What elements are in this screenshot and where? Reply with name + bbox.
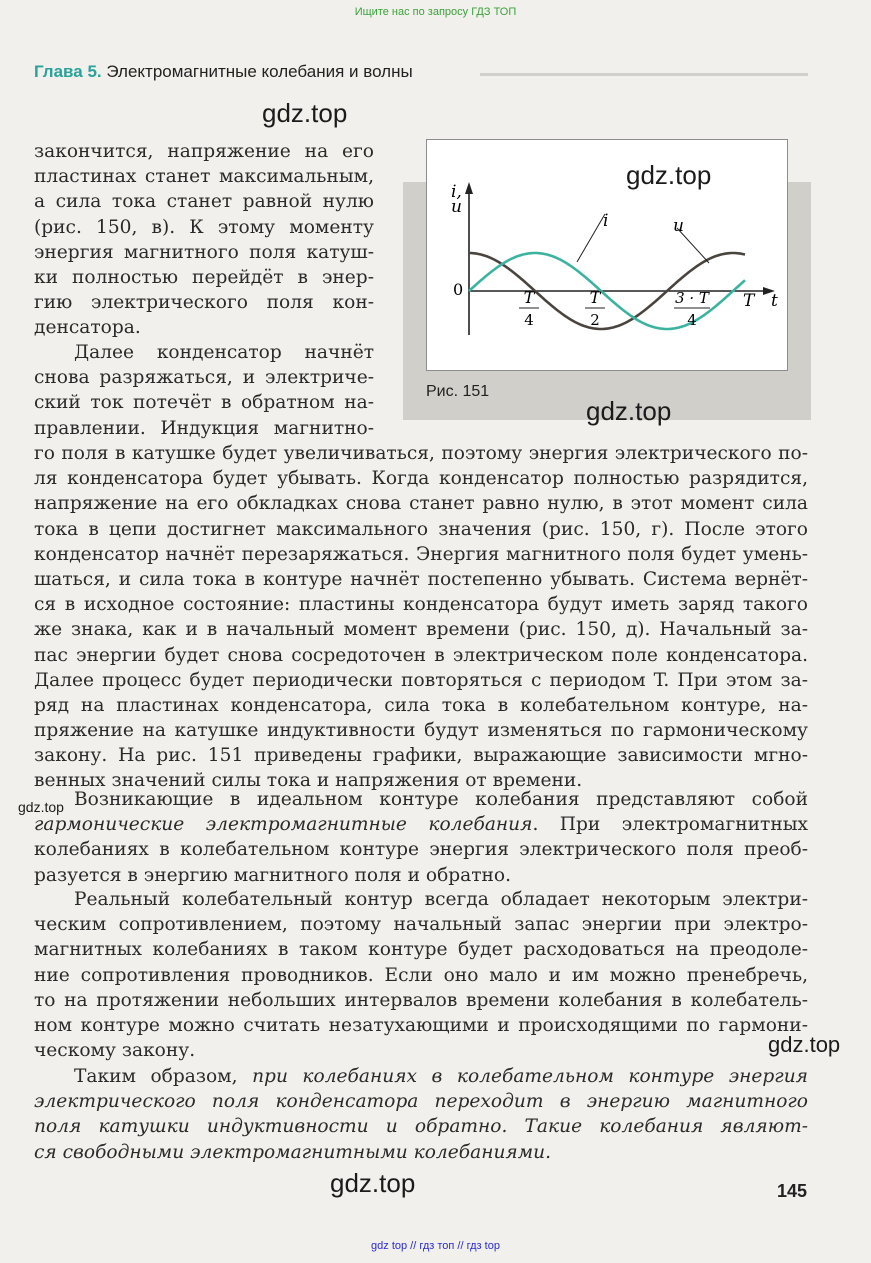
text-line xyxy=(34,1064,808,1089)
chapter-number: Глава 5. xyxy=(34,62,102,81)
text-line xyxy=(34,812,808,837)
page-number: 145 xyxy=(777,1181,808,1201)
text-line: разуется в энергию магнитного поля и обратно. xyxy=(34,864,512,886)
text-line: снова разряжаться, и электриче- xyxy=(34,367,374,389)
text-line xyxy=(34,1140,808,1165)
text-line: закону. На рис. 151 приведены графики, выражающие зависимости мгно- xyxy=(34,745,808,767)
figure-151 xyxy=(426,139,788,371)
text-line: пряжение на катушке индуктивности будут изменяться по гармоническому xyxy=(34,720,808,742)
text-line: конденсатор начнёт перезаряжаться. Энергия магнитного поля будет умень- xyxy=(34,543,808,565)
text-line: тока в цепи достигнет максимального значения (рис. 150, г). После этого xyxy=(34,518,808,540)
current-leader xyxy=(577,214,605,262)
text-line: энергия магнитного поля катуш- xyxy=(34,241,374,263)
text-line: гию электрического поля кон- xyxy=(34,292,374,314)
watermark: gdz.top xyxy=(768,1032,841,1057)
tick-label-three-quarter xyxy=(674,289,710,329)
tick-three-quarter-denominator: 4 xyxy=(687,311,697,329)
emphasis-text: ся свободными электромагнитными колебаниями. xyxy=(34,1141,552,1163)
text-line: Далее процесс будет периодически повторяться с периодом T. При этом за- xyxy=(34,669,808,691)
text-line: пас энергии будет снова сосредоточен в электрическом поле конденсатора. xyxy=(34,644,808,666)
origin-label: 0 xyxy=(453,280,464,299)
text-line: то на протяжении небольших интервалов времени колебания в колебатель- xyxy=(34,989,808,1011)
text-line: ние сопротивления проводников. Если оно мало и им можно пренебречь, xyxy=(34,964,808,986)
text-line: ческим сопротивлением, поэтому начальный запас энергии при электро- xyxy=(34,914,808,936)
text-line: (рис. 150, в). К этому моменту xyxy=(34,216,374,238)
text-line: колебаниях в колебательном контуре энергия электрического поля преоб- xyxy=(34,839,808,861)
y-label-u: u xyxy=(451,197,462,217)
text-line xyxy=(34,1114,808,1139)
tick-label-quarter xyxy=(519,288,539,329)
text-line: правлении. Индукция магнитно- xyxy=(34,417,374,439)
text-line: ля конденсатора будет убывать. Когда конденсатор полностью разрядится, xyxy=(34,468,808,490)
period-label: T xyxy=(743,291,755,311)
text-line: Возникающие в идеальном контуре колебания представляют собой xyxy=(74,789,808,810)
text-line: а сила тока станет равной нулю xyxy=(34,191,374,213)
watermark: gdz.top xyxy=(18,799,64,815)
text-fragment: Таким образом, xyxy=(74,1066,253,1087)
emphasis-text: поля катушки индуктивности и обратно. Такие колебания являют- xyxy=(34,1116,808,1138)
tick-half-numerator: T xyxy=(589,288,601,307)
bottom-banner[interactable]: gdz top // гдз топ // гдз top xyxy=(371,1240,500,1252)
text-line: ся в исходное состояние: пластины конденсатора будут иметь заряд такого xyxy=(34,594,808,616)
emphasis-text: при колебаниях в колебательном контуре энергия xyxy=(252,1066,808,1087)
top-banner[interactable]: Ищите нас по запросу ГДЗ ТОП xyxy=(354,6,517,18)
text-line: Далее конденсатор начнёт xyxy=(74,342,374,363)
emphasis-term: гармонические электромагнитные колебания xyxy=(34,814,533,836)
curve-label-i: i xyxy=(603,211,609,231)
text-line: Реальный колебательный контур всегда обладает некоторым электри- xyxy=(74,889,808,910)
header-rule xyxy=(480,73,808,76)
tick-label-half xyxy=(585,288,605,329)
paragraph-2-narrow xyxy=(34,340,374,441)
text-line: ки полностью перейдёт в энер- xyxy=(34,266,374,288)
text-line: ном контуре можно считать незатухающими и происходящими по гармони- xyxy=(34,1014,808,1036)
text-fragment: . При электромагнитных xyxy=(532,814,808,836)
text-line: го поля в катушке будет увеличиваться, поэтому энергия электрического по- xyxy=(34,443,808,464)
text-line: же знака, как и в начальный момент времени (рис. 150, д). Начальный за- xyxy=(34,619,808,641)
oscillation-graph xyxy=(427,140,787,370)
y-label-i: i, xyxy=(451,182,462,202)
text-line: закончится, напряжение на его xyxy=(34,141,374,162)
text-line: денсатора. xyxy=(34,317,141,339)
curve-label-u: u xyxy=(673,216,684,236)
figure-caption: Рис. 151 xyxy=(426,383,490,400)
chapter-title: Электромагнитные колебания и волны xyxy=(106,62,413,81)
watermark: gdz.top xyxy=(586,396,672,426)
chapter-header xyxy=(34,62,413,82)
paragraph-5 xyxy=(34,1064,808,1165)
tick-quarter-numerator: T xyxy=(523,288,535,307)
text-line: магнитных колебаниях в таком контуре будет расходоваться на преодоле- xyxy=(34,939,808,961)
watermark: gdz.top xyxy=(330,1168,416,1198)
text-line: напряжение на его обкладках снова станет равно нулю, в этот момент сила xyxy=(34,493,808,515)
text-line: ский ток потечёт в обратном на- xyxy=(34,392,374,414)
paragraph-3 xyxy=(34,787,808,888)
watermark: gdz.top xyxy=(626,160,712,190)
paragraph-2-wide xyxy=(34,441,808,794)
text-line xyxy=(34,1089,808,1114)
text-line: шаться, и сила тока в контуре начнёт постепенно убывать. Система вернёт- xyxy=(34,568,808,590)
paragraph-4 xyxy=(34,887,808,1063)
text-line: ряд на пластинах конденсатора, сила тока в колебательном контуре, на- xyxy=(34,694,808,716)
watermark: gdz.top xyxy=(262,98,348,128)
t-label: t xyxy=(771,291,778,311)
tick-quarter-denominator: 4 xyxy=(524,311,534,329)
text-line: ческому закону. xyxy=(34,1040,196,1062)
tick-half-denominator: 2 xyxy=(590,311,600,329)
tick-three-quarter-numerator: 3 · T xyxy=(675,289,709,307)
emphasis-text: электрического поля конденсатора переходит в энергию магнитного xyxy=(34,1091,808,1113)
paragraph-1 xyxy=(34,139,374,341)
text-line: венных значений силы тока и напряжения от времени. xyxy=(34,770,583,792)
text-line: пластинах станет максимальным, xyxy=(34,166,374,188)
y-axis-arrow xyxy=(465,182,473,194)
